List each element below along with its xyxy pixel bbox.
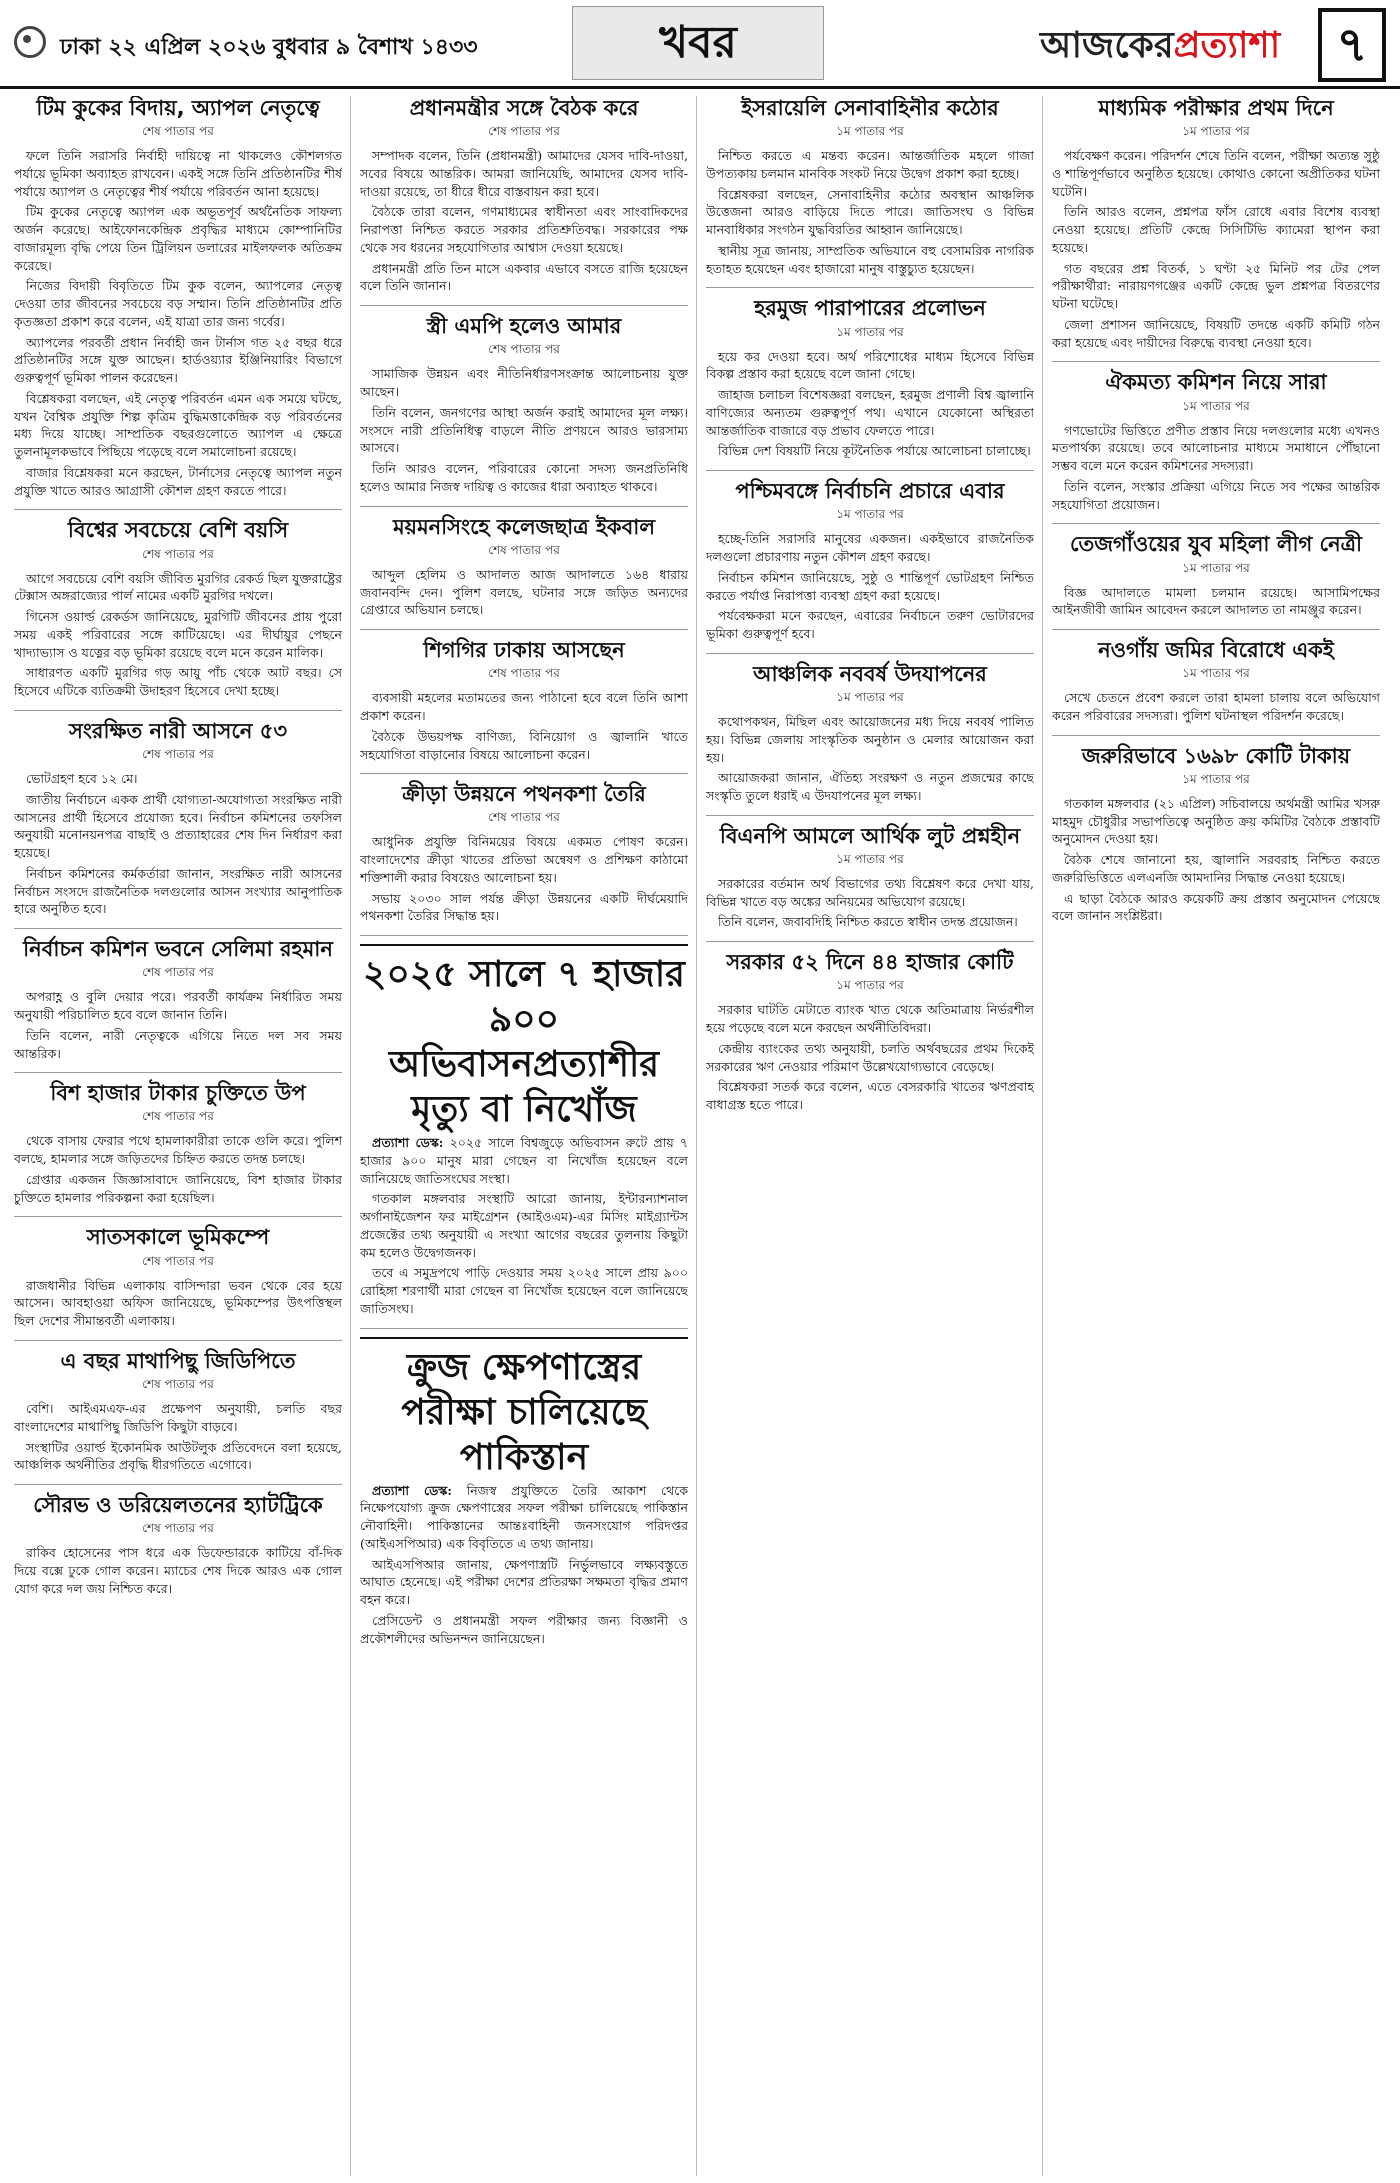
story-paragraph: বিশ্লেষকরা বলছেন, সেনাবাহিনীর কঠোর অবস্থান আঞ্চলিক উত্তেজনা আরও বাড়িয়ে দিতে পারে। জাতিসংঘ ও বিভিন্ন মানবাধিকার সংগঠন যুদ্ধবিরতির আহ্বান জানিয়েছে। xyxy=(706,186,1034,238)
story-paragraph: সংস্থাটির ওয়ার্ল্ড ইকোনমিক আউটলুক প্রতিবেদনে বলা হয়েছে, আঞ্চলিক অর্থনীতির প্রবৃদ্ধি ধীরগতিতে এগোবে। xyxy=(14,1439,342,1473)
news-story xyxy=(706,296,1034,460)
news-story xyxy=(706,950,1034,1114)
column-2 xyxy=(360,96,688,2176)
column-1 xyxy=(14,96,342,2176)
story-paragraph: আগে সবচেয়ে বেশি বয়সি জীবিত মুরগির রেকর্ড ছিল যুক্তরাষ্ট্রের টেক্সাস অঙ্গরাজ্যের পার্ল নামের একটি মুরগির দখলে। xyxy=(14,570,342,604)
continued-from-label: শেষ পাতার পর xyxy=(488,666,560,681)
news-story xyxy=(14,719,342,918)
story-body xyxy=(14,1132,342,1206)
story-body xyxy=(706,147,1034,277)
column-3 xyxy=(706,96,1034,2176)
story-paragraph xyxy=(360,1134,688,1187)
story-separator xyxy=(706,470,1034,471)
story-headline: শিগগির ঢাকায় আসছেন xyxy=(423,638,625,663)
continued-from-label: শেষ পাতার পর xyxy=(142,546,214,561)
news-story xyxy=(14,96,342,499)
story-body xyxy=(360,1134,688,1318)
paragraph-text: ২০২৫ সালে বিশ্বজুড়ে অভিবাসন রুটে প্রায় ৭ হাজার ৯০০ মানুষ মারা গেছেন বা নিখোঁজ হয়েছেন বলে জানিয়েছে জাতিসংঘের সংস্থা। xyxy=(360,1135,688,1186)
continued-from-label: ১ম পাতার পর xyxy=(836,124,904,139)
story-headline: সাতসকালে ভূমিকম্পে xyxy=(86,1225,270,1250)
story-separator xyxy=(1052,629,1380,630)
story-body xyxy=(360,566,688,619)
story-paragraph: থেকে বাসায় ফেরার পথে হামলাকারীরা তাকে গুলি করে। পুলিশ বলছে, হামলার সঙ্গে জড়িতদের চিহ্নিত করতে তদন্ত চলছে। xyxy=(14,1133,342,1167)
continued-from-label: শেষ পাতার পর xyxy=(488,810,560,825)
story-headline: মাধ্যমিক পরীক্ষার প্রথম দিনে xyxy=(1098,96,1334,120)
story-body xyxy=(1052,147,1380,351)
story-separator xyxy=(14,928,342,929)
story-paragraph: আইএসপিআর জানায়, ক্ষেপণাস্ত্রটি নির্ভুলভাবে লক্ষ্যবস্তুতে আঘাত হেনেছে। এই পরীক্ষা দেশের প্রতিরক্ষা সক্ষমতা বৃদ্ধির প্রমাণ বহন করে। xyxy=(360,1556,688,1608)
story-paragraph: অপরাহ্ণ ও বুলি দেয়ার পরে। পরবর্তী কার্যক্রম নির্ধারিত সময় অনুযায়ী পরিচালিত হবে বলে জানান তিনি। xyxy=(14,989,342,1022)
story-byline: প্রত্যাশা ডেস্ক: xyxy=(372,1135,444,1151)
continued-from-label: ১ম পাতার পর xyxy=(1182,666,1250,681)
continued-from-label: শেষ পাতার পর xyxy=(488,542,560,557)
news-story xyxy=(1052,370,1380,513)
story-headline: টিম কুকের বিদায়, অ্যাপল নেতৃত্বে xyxy=(36,96,320,120)
continued-from-label: ১ম পাতার পর xyxy=(836,851,904,866)
column-divider xyxy=(1042,96,1043,2176)
story-headline: ইসরায়েলি সেনাবাহিনীর কঠোর xyxy=(741,96,999,120)
story-paragraph: তিনি বলেন, জবাবদিহি নিশ্চিত করতে স্বাধীন তদন্ত প্রয়োজন। xyxy=(718,914,1018,930)
column-divider xyxy=(696,96,697,2176)
story-paragraph: গতকাল মঙ্গলবার সংস্থাটি আরো জানায়, ইন্টারন্যাশনাল অর্গানাইজেশন ফর মাইগ্রেশন (আইওএম)-এর মিসিং মাইগ্র্যান্টস প্রজেক্টের তথ্য অনুযায়ী এ সংখ্যা আগের বছরের তুলনায় কিছুটা কম হলেও উদ্বেগজনক। xyxy=(360,1191,688,1260)
story-paragraph: নির্বাচন কমিশন জানিয়েছে, সুষ্ঠু ও শান্তিপূর্ণ ভোটগ্রহণ নিশ্চিত করতে পর্যাপ্ত নিরাপত্তা ব্যবস্থা গ্রহণ করা হয়েছে। xyxy=(706,569,1034,603)
story-paragraph: প্রেসিডেন্ট ও প্রধানমন্ত্রী সফল পরীক্ষার জন্য বিজ্ঞানী ও প্রকৌশলীদের অভিনন্দন জানিয়েছেন। xyxy=(360,1612,688,1646)
story-headline: ক্রুজ ক্ষেপণাস্ত্রের পরীক্ষা চালিয়েছে পাকিস্তান xyxy=(401,1346,647,1478)
story-paragraph: নির্বাচন কমিশনের কর্মকর্তারা জানান, সংরক্ষিত নারী আসনের নির্বাচন সংসদে রাজনৈতিক দলগুলোর আসন সংখ্যার আনুপাতিক হারে অনুষ্ঠিত হবে। xyxy=(14,865,342,917)
story-paragraph: সরকারের বর্তমান অর্থ বিভাগের তথ্য বিশ্লেষণ করে দেখা যায়, বিভিন্ন খাতে বড় অঙ্কের অনিয়মের অভিযোগ রয়েছে। xyxy=(706,875,1034,909)
story-headline: বিএনপি আমলে আর্থিক লুট প্রশ্নহীন xyxy=(719,823,1021,848)
registration-mark-icon xyxy=(14,26,46,58)
story-headline: বিশ্বের সবচেয়ে বেশি বয়সি xyxy=(67,518,289,543)
story-body xyxy=(1052,795,1380,925)
story-paragraph: গতকাল মঙ্গলবার (২১ এপ্রিল) সচিবালয়ে অর্থমন্ত্রী আমির খসরু মাহমুদ চৌধুরীর সভাপতিত্বে অনুষ্ঠিত ক্রয় কমিটির বৈঠকে প্রস্তাবটি অনুমোদন দেওয়া হয়। xyxy=(1052,795,1380,847)
story-paragraph: তিনি আরও বলেন, পরিবারের কোনো সদস্য জনপ্রতিনিধি হলেও আমার নিজস্ব দায়িত্ব ও কাজের ধারা অব্যাহত থাকবে। xyxy=(360,461,688,494)
news-story xyxy=(14,518,342,699)
story-body xyxy=(706,713,1034,805)
news-story xyxy=(706,479,1034,643)
story-separator xyxy=(1052,523,1380,524)
news-story xyxy=(360,944,688,1318)
story-paragraph: রাজধানীর বিভিন্ন এলাকায় বাসিন্দারা ভবন থেকে বের হয়ে আসেন। আবহাওয়া অফিস জানিয়েছে, ভূমিকম্পের উৎপত্তিস্থল ছিল দেশের সীমান্তবর্তী এলাকায়। xyxy=(14,1277,342,1329)
continued-from-label: ১ম পাতার পর xyxy=(836,324,904,339)
story-paragraph: কথোপকথন, মিছিল এবং আয়োজনের মধ্য দিয়ে নববর্ষ পালিত হয়। বিভিন্ন জেলায় সাংস্কৃতিক অনুষ্ঠান ও মেলার আয়োজন করা হয়। xyxy=(706,714,1034,765)
story-paragraph: জাতীয় নির্বাচনে একক প্রার্থী যোগ্যতা-অযোগ্যতা সংরক্ষিত নারী আসনের প্রার্থী হিসেবে প্রযোজ্য হবে। নির্বাচন কমিশনের তফসিল অনুযায়ী মনোনয়নপত্র বাছাই ও প্রত্যাহারের শেষ দিন নির্ধারণ করা হয়েছে। xyxy=(14,791,342,861)
dateline: ঢাকা ২২ এপ্রিল ২০২৬ বুধবার ৯ বৈশাখ ১৪৩৩ xyxy=(60,35,478,60)
story-headline: সৌরভ ও ডরিয়েলতনের হ্যাটট্রিকে xyxy=(33,1493,323,1518)
story-separator xyxy=(360,629,688,630)
story-paragraph: বৈঠকে উভয়পক্ষ বাণিজ্য, বিনিয়োগ ও জ্বালানি খাতে সহযোগিতা বাড়ানোর বিষয়ে আলোচনা করেন। xyxy=(360,728,688,762)
story-paragraph: জাহাজ চলাচল বিশেষজ্ঞরা বলছেন, হরমুজ প্রণালী বিশ্ব জ্বালানি বাণিজ্যের অন্যতম গুরুত্বপূর্ণ পথ। এখানে যেকোনো অস্থিরতা আন্তর্জাতিক বাজারে বড় প্রভাব ফেলতে পারে। xyxy=(706,387,1034,438)
news-story xyxy=(14,1349,342,1474)
story-body xyxy=(360,833,688,925)
continued-from-label: শেষ পাতার পর xyxy=(142,1521,214,1536)
news-story xyxy=(360,1337,688,1648)
story-body xyxy=(360,689,688,763)
story-paragraph: তিনি বলেন, নারী নেতৃত্বকে এগিয়ে নিতে দল সব সময় আন্তরিক। xyxy=(14,1027,342,1061)
story-body xyxy=(706,348,1034,461)
story-headline: আঞ্চলিক নববর্ষ উদযাপনের xyxy=(753,661,987,686)
story-paragraph: ভোটগ্রহণ হবে ১২ মে। xyxy=(26,771,138,787)
story-separator xyxy=(14,710,342,711)
story-paragraph: স্থানীয় সূত্র জানায়, সাম্প্রতিক অভিযানে বহু বেসামরিক নাগরিক হতাহত হয়েছেন এবং হাজারো মানুষ বাস্তুচ্যুত হয়েছেন। xyxy=(706,242,1034,276)
story-paragraph: বিশ্লেষকরা সতর্ক করে বলেন, এতে বেসরকারি খাতের ঋণপ্রবাহ বাধাগ্রস্ত হতে পারে। xyxy=(706,1079,1034,1113)
news-story xyxy=(360,96,688,295)
story-paragraph: গত বছরের প্রশ্ন বিতর্ক, ১ ঘণ্টা ২৫ মিনিট পর টের পেল পরীক্ষার্থীরা: নারায়ণগঞ্জের একটি কেন্দ্রে ভুল প্রশ্নপত্র বিতরণের ঘটনা ঘটেছে। xyxy=(1052,260,1380,312)
story-paragraph: বৈঠক শেষে জানানো হয়, জ্বালানি সরবরাহ নিশ্চিত করতে জরুরিভিত্তিতে এলএনজি আমদানির সিদ্ধান্ত নেওয়া হয়েছে। xyxy=(1052,852,1380,885)
story-separator xyxy=(706,653,1034,654)
story-separator xyxy=(706,287,1034,288)
story-body xyxy=(1052,584,1380,620)
story-paragraph: কেন্দ্রীয় ব্যাংকের তথ্য অনুযায়ী, চলতি অর্থবছরের প্রথম দিকেই সরকারের ঋণ নেওয়ার পরিমাণ উল্লেখযোগ্যভাবে বেড়েছে। xyxy=(706,1040,1034,1074)
story-paragraph: আয়োজকরা জানান, ঐতিহ্য সংরক্ষণ ও নতুন প্রজন্মের কাছে সংস্কৃতি তুলে ধরাই এ উদযাপনের মূল লক্ষ্য। xyxy=(706,770,1034,803)
story-body xyxy=(14,147,342,499)
story-paragraph: গণভোটের ভিত্তিতে প্রণীত প্রস্তাব নিয়ে দলগুলোর মধ্যে এখনও মতপার্থক্য রয়েছে। তবে আলোচনার মাধ্যমে সমাধানে পৌঁছানো সম্ভব বলে মনে করেন কমিশনের সদস্যরা। xyxy=(1052,422,1380,474)
news-story xyxy=(706,824,1034,931)
story-headline: ঐকমত্য কমিশন নিয়ে সারা xyxy=(1105,370,1327,395)
continued-from-label: শেষ পাতার পর xyxy=(142,1109,214,1124)
story-paragraph: তিনি বলেন, জনগণের আস্থা অর্জন করাই আমাদের মূল লক্ষ্য। সংসদে নারী প্রতিনিধিত্ব বাড়লে নীতি প্রণয়নে আরও ভারসাম্য আসবে। xyxy=(360,404,688,456)
continued-from-label: শেষ পাতার পর xyxy=(142,1377,214,1392)
news-story xyxy=(1052,638,1380,725)
story-body xyxy=(1052,689,1380,725)
section-title: খবর xyxy=(572,6,824,80)
story-separator xyxy=(1052,361,1380,362)
story-headline: বিশ হাজার টাকার চুক্তিতে উপ xyxy=(50,1081,306,1106)
story-paragraph: তিনি বলেন, সংস্কার প্রক্রিয়া এগিয়ে নিতে সব পক্ষের আন্তরিক সহযোগিতা প্রয়োজন। xyxy=(1052,478,1380,512)
story-paragraph: সভায় ২০৩০ সাল পর্যন্ত ক্রীড়া উন্নয়নের একটি দীর্ঘমেয়াদি পথনকশা তৈরির সিদ্ধান্ত হয়। xyxy=(360,890,688,924)
story-paragraph: অ্যাপলের পরবর্তী প্রধান নির্বাহী জন টার্নাস গত ২৫ বছর ধরে প্রতিষ্ঠানটির সঙ্গে যুক্ত আছেন। হার্ডওয়্যার ইঞ্জিনিয়ারিং বিভাগে গুরুত্বপূর্ণ ভূমিকা পালন করেছেন। xyxy=(14,334,342,386)
story-body xyxy=(14,1400,342,1474)
story-headline: প্রধানমন্ত্রীর সঙ্গে বৈঠক করে xyxy=(409,96,639,120)
story-separator xyxy=(14,1216,342,1217)
story-headline: তেজগাঁওয়ের যুব মহিলা লীগ নেত্রী xyxy=(1069,532,1363,557)
column-4 xyxy=(1052,96,1380,2176)
logo-word-2: প্রত্যাশা xyxy=(1173,25,1281,66)
news-story xyxy=(360,314,688,495)
continued-from-label: ১ম পাতার পর xyxy=(1182,398,1250,413)
logo-word-1: আজকের xyxy=(1040,25,1174,66)
story-paragraph: সম্পাদক বলেন, তিনি (প্রধানমন্ত্রী) আমাদের যেসব দাবি-দাওয়া, সবের বিষয়ে আন্তরিক। আমরা জানিয়েছি, আমাদের যেসব দাবি-দাওয়া রয়েছে, তা ধীরে ধীরে বাস্তবায়ন করা হবে। xyxy=(360,148,688,199)
story-paragraph: পর্যবেক্ষণ করেন। পরিদর্শন শেষে তিনি বলেন, পরীক্ষা অত্যন্ত সুষ্ঠু ও শান্তিপূর্ণভাবে অনুষ্ঠিত হয়েছে। কোথাও কোনো অপ্রীতিকর ঘটনা ঘটেনি। xyxy=(1052,148,1380,199)
story-body xyxy=(360,365,688,495)
story-body xyxy=(14,1277,342,1330)
story-paragraph: তবে এ সমুদ্রপথে পাড়ি দেওয়ার সময় ২০২৫ সালে প্রায় ৯০০ রোহিঙ্গা শরণার্থী মারা গেছেন বা নিখোঁজ হয়েছেন বলে জানিয়েছে জাতিসংঘ। xyxy=(360,1265,688,1316)
news-story xyxy=(706,96,1034,277)
story-paragraph: প্রধানমন্ত্রী প্রতি তিন মাসে একবার এভাবে বসতে রাজি হয়েছেন বলে তিনি জানান। xyxy=(360,260,688,294)
story-paragraph: গ্রেপ্তার একজন জিজ্ঞাসাবাদে জানিয়েছে, বিশ হাজার টাকার চুক্তিতে হামলার পরিকল্পনা করা হয়েছিল। xyxy=(14,1171,342,1205)
story-separator xyxy=(14,1340,342,1341)
story-paragraph: নিজের বিদায়ী বিবৃতিতে টিম কুক বলেন, অ্যাপলের নেতৃত্ব দেওয়া তার জীবনের সবচেয়ে বড় সম্মান। তিনি প্রতিষ্ঠানটির প্রতি কৃতজ্ঞতা প্রকাশ করে বলেন, এই যাত্রা তার জন্য গর্বের। xyxy=(14,278,342,329)
continued-from-label: ১ম পাতার পর xyxy=(1182,560,1250,575)
page-number: ৭ xyxy=(1318,8,1386,82)
story-paragraph: বেশি। আইএমএফ-এর প্রক্ষেপণ অনুযায়ী, চলতি বছর বাংলাদেশের মাথাপিছু জিডিপি কিছুটা বাড়বে। xyxy=(14,1401,342,1434)
continued-from-label: ১ম পাতার পর xyxy=(836,690,904,704)
continued-from-label: ১ম পাতার পর xyxy=(1182,771,1250,786)
story-body xyxy=(706,530,1034,643)
story-headline: এ বছর মাথাপিছু জিডিপিতে xyxy=(60,1348,296,1373)
news-story xyxy=(14,1225,342,1329)
story-headline: পশ্চিমবঙ্গে নির্বাচনি প্রচারে এবার xyxy=(735,479,1005,504)
story-separator xyxy=(1052,735,1380,736)
story-paragraph: ব্যবসায়ী মহলের মতামতের জন্য পাঠানো হবে বলে তিনি আশা প্রকাশ করেন। xyxy=(360,690,688,723)
story-separator xyxy=(14,1484,342,1485)
story-headline: হরমুজ পারাপারের প্রলোভন xyxy=(754,296,986,321)
story-body xyxy=(14,1544,342,1597)
story-paragraph: বিজ্ঞ আদালতে মামলা চলমান রয়েছে। আসামিপক্ষের আইনজীবী জামিন আবেদন করলে আদালত তা নামঞ্জুর করেন। xyxy=(1052,584,1380,618)
news-story xyxy=(360,515,688,619)
story-body xyxy=(14,570,342,700)
continued-from-label: শেষ পাতার পর xyxy=(142,747,214,762)
column-divider xyxy=(350,96,351,2176)
continued-from-label: ১ম পাতার পর xyxy=(1182,124,1250,139)
story-paragraph: হচ্ছে-তিনি সরাসরি মানুষের একজন। একইভাবে রাজনৈতিক দলগুলো প্রচারণায় নতুন কৌশল গ্রহণ করছে। xyxy=(706,531,1034,565)
news-story xyxy=(14,1081,342,1206)
story-paragraph: রাকিব হোসেনের পাস ধরে এক ডিফেন্ডারকে কাটিয়ে বাঁ-দিক দিয়ে বক্সে ঢুকে গোল করেন। ম্যাচের শেষ দিকে আরও এক গোল যোগ করে দল জয় নিশ্চিত করে। xyxy=(14,1545,342,1596)
story-paragraph: বাজার বিশ্লেষকরা মনে করছেন, টার্নাসের নেতৃত্বে অ্যাপল নতুন প্রযুক্তি খাতে আরও আগ্রাসী কৌশল গ্রহণ করতে পারে। xyxy=(14,464,342,498)
story-paragraph: সামাজিক উন্নয়ন এবং নীতিনির্ধারণসংক্রান্ত আলোচনায় যুক্ত আছেন। xyxy=(360,366,688,400)
story-separator xyxy=(14,509,342,510)
story-paragraph: বিশ্লেষকরা বলছেন, এই নেতৃত্ব পরিবর্তন এমন এক সময়ে ঘটছে, যখন বৈশ্বিক প্রযুক্তি শিল্প কৃত্রিম বুদ্ধিমত্তাকেন্দ্রিক বড় পরিবর্তনের মধ্য দিয়ে যাচ্ছে। সাম্প্রতিক বছরগুলোতে অ্যাপল এ ক্ষেত্রে তুলনামূলকভাবে পিছিয়ে পড়েছে বলে সমালোচনা রয়েছে। xyxy=(14,390,342,460)
story-paragraph: পর্যবেক্ষকরা মনে করছেন, এবারের নির্বাচনে তরুণ ভোটারদের ভূমিকা গুরুত্বপূর্ণ হবে। xyxy=(706,608,1034,642)
story-headline: জরুরিভাবে ১৬৯৮ কোটি টাকায় xyxy=(1081,743,1351,768)
story-paragraph: সরকার ঘাটতি মেটাতে ব্যাংক খাত থেকে অতিমাত্রায় নির্ভরশীল হয়ে পড়েছে বলে মনে করছেন অর্থনীতিবিদরা। xyxy=(706,1002,1034,1036)
story-separator xyxy=(14,1072,342,1073)
story-headline: নওগাঁয় জমির বিরোধে একই xyxy=(1098,638,1334,663)
story-body xyxy=(14,770,342,918)
continued-from-label: ১ম পাতার পর xyxy=(836,978,904,993)
story-paragraph: হয়ে কর দেওয়া হবে। অর্থ পরিশোধের মাধ্যম হিসেবে বিভিন্ন বিকল্প প্রস্তাব করা হয়েছে বলে জানা গেছে। xyxy=(706,348,1034,382)
news-story xyxy=(1052,532,1380,619)
story-body xyxy=(706,1001,1034,1114)
continued-from-label: শেষ পাতার পর xyxy=(142,1253,214,1268)
story-body xyxy=(360,147,688,295)
news-story xyxy=(1052,96,1380,351)
story-paragraph: নিশ্চিত করতে এ মন্তব্য করেন। আন্তর্জাতিক মহলে গাজা উপত্যকায় চলমান মানবিক সংকট নিয়ে উদ্বেগ প্রকাশ করা হচ্ছে। xyxy=(706,148,1034,181)
continued-from-label: শেষ পাতার পর xyxy=(488,342,560,357)
story-paragraph: জেলা প্রশাসন জানিয়েছে, বিষয়টি তদন্তে একটি কমিটি গঠন করা হয়েছে এবং দায়ীদের বিরুদ্ধে ব্যবস্থা নেওয়া হবে। xyxy=(1052,316,1380,350)
story-paragraph: ফলে তিনি সরাসরি নির্বাহী দায়িত্বে না থাকলেও কৌশলগত পর্যায়ে ভূমিকা অব্যাহত রাখবেন। একই সঙ্গে তিনি প্রতিষ্ঠানটির শীর্ষ পর্যায়ে অ্যাপল ও নেতৃত্বের শীর্ষ পর্যায়ে পরিবর্তন আনা হয়েছে। xyxy=(14,148,342,199)
story-body xyxy=(706,875,1034,931)
story-paragraph: বিভিন্ন দেশ বিষয়টি নিয়ে কূটনৈতিক পর্যায়ে আলোচনা চালাচ্ছে। xyxy=(718,443,1031,459)
story-paragraph: সেখে চেতনে প্রবেশ করলে তারা হামলা চালায় বলে অভিযোগ করেন পরিবারের সদস্যরা। পুলিশ ঘটনাস্থল পরিদর্শন করেছে। xyxy=(1052,690,1380,723)
news-story xyxy=(360,638,688,763)
story-separator xyxy=(360,935,688,936)
story-headline: ২০২৫ সালে ৭ হাজার ৯০০ অভিবাসনপ্রত্যাশীর মৃত্যু বা নিখোঁজ xyxy=(363,954,685,1131)
news-story xyxy=(14,937,342,1062)
continued-from-label: শেষ পাতার পর xyxy=(488,124,560,139)
story-headline: ক্রীড়া উন্নয়নে পথনকশা তৈরি xyxy=(402,782,646,807)
story-headline: স্ত্রী এমপি হলেও আমার xyxy=(426,314,622,339)
newspaper-logo xyxy=(1040,18,1280,78)
story-separator xyxy=(360,773,688,774)
story-paragraph: আধুনিক প্রযুক্তি বিনিময়ের বিষয়ে একমত পোষণ করেন। বাংলাদেশের ক্রীড়া খাতের প্রতিভা অন্বেষণ ও প্রশিক্ষণ কাঠামো শক্তিশালী করার বিষয়েও আলোচনা হয়। xyxy=(360,834,688,885)
story-paragraph: এ ছাড়া বৈঠকে আরও কয়েকটি ক্রয় প্রস্তাব অনুমোদন পেয়েছে বলে জানান সংশ্লিষ্টরা। xyxy=(1052,890,1380,924)
story-headline: নির্বাচন কমিশন ভবনে সেলিমা রহমান xyxy=(23,937,333,962)
story-paragraph: বৈঠকে তারা বলেন, গণমাধ্যমের স্বাধীনতা এবং সাংবাদিকদের নিরাপত্তা নিশ্চিত করতে সরকার প্রতিশ্রুতিবদ্ধ। সরকারের পক্ষ থেকে সব ধরনের সহযোগিতার আশ্বাস দেওয়া হয়েছে। xyxy=(360,204,688,255)
story-separator xyxy=(360,1328,688,1329)
story-paragraph: গিনেস ওয়ার্ল্ড রেকর্ডস জানিয়েছে, মুরগিটি জীবনের প্রায় পুরো সময় একই পরিবারের সঙ্গে কাটিয়েছে। এর দীর্ঘায়ুর পেছনে খাদ্যাভ্যাস ও যত্নের বড় ভূমিকা রয়েছে বলে মনে করেন মালিক। xyxy=(14,609,342,660)
news-story xyxy=(14,1493,342,1597)
story-headline: সংরক্ষিত নারী আসনে ৫৩ xyxy=(69,718,287,743)
story-separator xyxy=(360,305,688,306)
story-paragraph xyxy=(360,1482,688,1553)
story-paragraph: টিম কুকের নেতৃত্বে অ্যাপল এক অভূতপূর্ব অর্থনৈতিক সাফল্য অর্জন করেছে। আইফোনকেন্দ্রিক প্রবৃদ্ধির মাধ্যমে কোম্পানিটির বাজারমূল্য বৃদ্ধি পেয়ে তিন ট্রিলিয়ন ডলারের মাইলফলক অতিক্রম করেছে। xyxy=(14,204,342,273)
story-byline: প্রত্যাশা ডেস্ক: xyxy=(372,1482,452,1498)
story-separator xyxy=(706,941,1034,942)
story-paragraph: তিনি আরও বলেন, প্রশ্নপত্র ফাঁস রোধে এবার বিশেষ ব্যবস্থা নেওয়া হয়েছে। প্রতিটি কেন্দ্রে সিসিটিভি ক্যামেরা স্থাপন করা হয়েছে। xyxy=(1052,204,1380,255)
news-story xyxy=(706,662,1034,805)
continued-from-label: ১ম পাতার পর xyxy=(836,507,904,522)
story-separator xyxy=(360,506,688,507)
news-story xyxy=(1052,744,1380,925)
news-story xyxy=(360,782,688,925)
story-body xyxy=(14,988,342,1062)
paragraph-text: নিজস্ব প্রযুক্তিতে তৈরি আকাশ থেকে নিক্ষেপযোগ্য ক্রুজ ক্ষেপণাস্ত্রের সফল পরীক্ষা চালিয়েছে পাকিস্তান নৌবাহিনী। পাকিস্তানের আন্তঃবাহিনী জনসংযোগ পরিদপ্তর (আইএসপিআর) এক বিবৃতিতে এ তথ্য জানায়। xyxy=(360,1482,688,1551)
page-header xyxy=(0,0,1400,89)
story-paragraph: আব্দুল হেলিম ও আদালত আজ আদালতে ১৬৪ ধারায় জবানবন্দি দেন। পুলিশ বলছে, ঘটনার সঙ্গে জড়িত অন্যদের গ্রেপ্তারে অভিযান চলছে। xyxy=(360,566,688,618)
story-paragraph: সাধারণত একটি মুরগির গড় আয়ু পাঁচ থেকে আট বছর। সে হিসেবে এটিকে ব্যতিক্রমী উদাহরণ হিসেবে দেখা হচ্ছে। xyxy=(14,665,342,699)
story-body xyxy=(1052,422,1380,514)
story-headline: ময়মনসিংহে কলেজছাত্র ইকবাল xyxy=(392,514,656,539)
story-separator xyxy=(706,815,1034,816)
story-headline: সরকার ৫২ দিনে ৪৪ হাজার কোটি xyxy=(726,950,1014,975)
continued-from-label: শেষ পাতার পর xyxy=(142,965,214,980)
story-body xyxy=(360,1482,688,1648)
continued-from-label: শেষ পাতার পর xyxy=(142,124,214,139)
